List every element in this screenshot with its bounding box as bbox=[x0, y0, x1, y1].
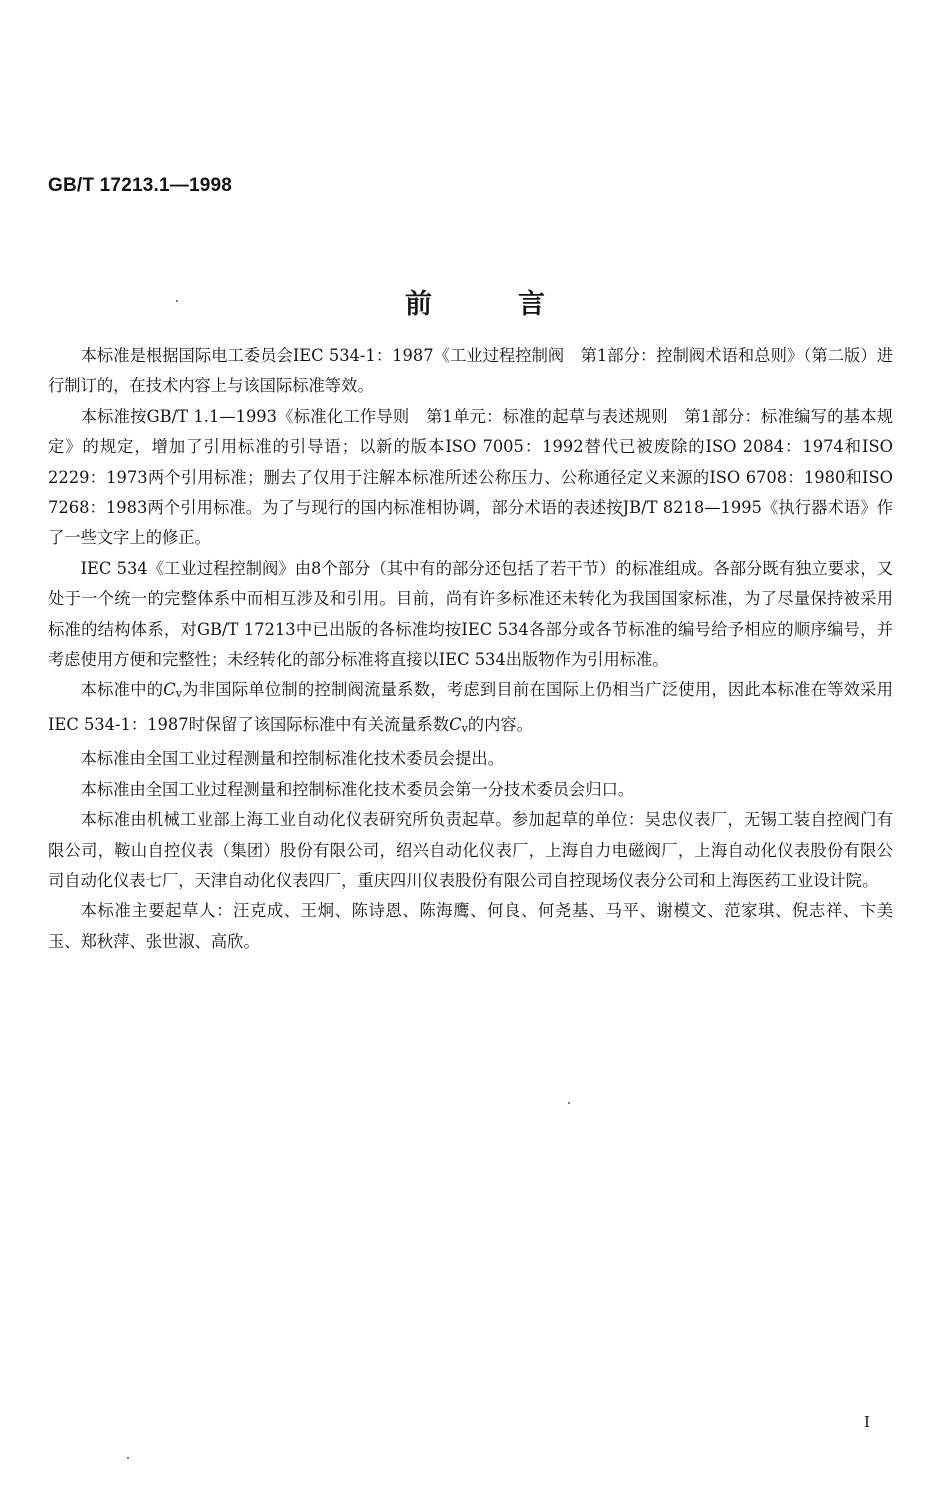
paragraph-drafting-units: 本标准由机械工业部上海工业自动化仪表研究所负责起草。参加起草的单位：吴忠仪表厂，无锡工装自控阀门有限公司，鞍山自控仪表（集团）股份有限公司，绍兴自动化仪表厂，上海自力电磁阀厂，上海自动化仪表股份有限公司自动化仪表七厂，天津自动化仪表四厂，重庆四川仪表股份有限公司自控现场仪表分公司和上海医药工业设计院。 bbox=[48, 810, 893, 890]
paragraph-main-drafters: 本标准主要起草人：汪克成、王炯、陈诗恩、陈海鹰、何良、何尧基、马平、谢模文、范家琪、倪志祥、卞美玉、郑秋萍、张世淑、高欣。 bbox=[48, 901, 893, 951]
paragraph-flow-coefficient bbox=[48, 675, 893, 744]
flow-coefficient-end: 的内容。 bbox=[467, 714, 533, 734]
cv-symbol: C bbox=[163, 680, 176, 700]
scan-speck bbox=[176, 300, 178, 302]
cv-symbol-2: C bbox=[449, 714, 462, 734]
paragraph-adoption: 本标准是根据国际电工委员会IEC 534-1：1987《工业过程控制阀 第1部分：控制阀术语和总则》（第二版）进行制订的，在技术内容上与该国际标准等效。 bbox=[48, 346, 893, 396]
preface-body bbox=[48, 341, 893, 957]
paragraph-drafting-rules: 本标准按GB/T 1.1—1993《标准化工作导则 第1单元：标准的起草与表述规则 第1部分：标准编写的基本规定》的规定，增加了引用标准的引导语；以新的版本ISO 7005：1992替代已被废除的ISO 2084：1974和ISO 2229：1973两个引用标准；删去了仅用于注解本标准所述公称压力、公称通径定义来源的ISO 6708：1980和ISO 7268：1983两个引用标准。为了与现行的国内标准相协调，部分术语的表述按JB/T 8218—1995《执行器术语》作了一些文字上的修正。 bbox=[48, 406, 893, 548]
paragraph-proposed-by: 本标准由全国工业过程测量和控制标准化技术委员会提出。 bbox=[80, 749, 504, 769]
scan-speck bbox=[127, 1457, 129, 1459]
scan-speck bbox=[568, 1102, 570, 1104]
page-number: I bbox=[864, 1413, 870, 1431]
flow-coefficient-middle: 为非国际单位制的控制阀流量系数，考虑到目前在国际上仍相当广泛使用，因此本标准在等效采用IEC 534-1：1987时保留了该国际标准中有关流量系数 bbox=[48, 680, 893, 734]
paragraph-iec534-structure: IEC 534《工业过程控制阀》由8个部分（其中有的部分还包括了若干节）的标准组成。各部分既有独立要求，又处于一个统一的完整体系中而相互涉及和引用。目前，尚有许多标准还未转化为我国国家标准，为了尽量保持被采用标准的结构体系，对GB/T 17213中已出版的各标准均按IEC 534各部分或各节标准的编号给予相应的顺序编号，并考虑使用方便和完整性；未经转化的部分标准将直接以IEC 534出版物作为引用标准。 bbox=[48, 558, 893, 670]
page-title: 前言 bbox=[405, 289, 631, 320]
cv-subscript: v bbox=[175, 687, 182, 701]
flow-coefficient-intro: 本标准中的 bbox=[80, 680, 164, 700]
paragraph-under-jurisdiction: 本标准由全国工业过程测量和控制标准化技术委员会第一分技术委员会归口。 bbox=[80, 779, 635, 799]
cv-subscript-2: v bbox=[461, 721, 468, 735]
standard-number: GB/T 17213.1—1998 bbox=[48, 175, 233, 196]
